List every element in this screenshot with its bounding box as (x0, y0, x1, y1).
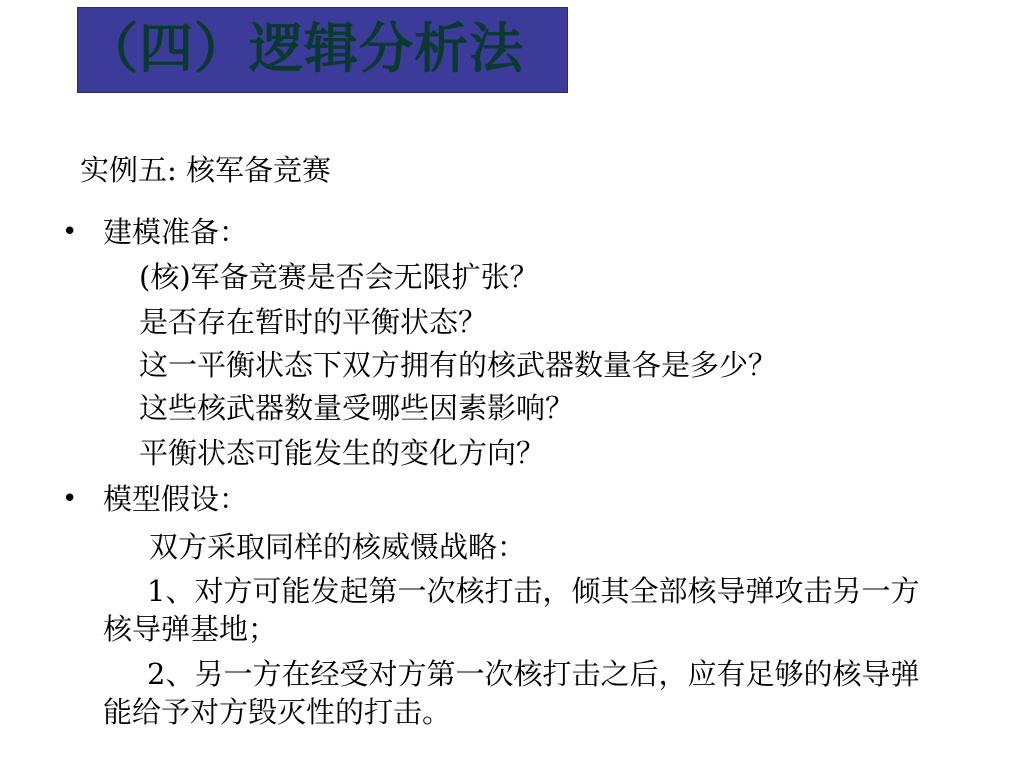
bullet-label: 建模准备： (103, 215, 249, 249)
slide-title: （四）逻辑分析法 (84, 17, 524, 80)
bullet-label: 模型假设： (103, 482, 249, 516)
title-banner (77, 7, 568, 93)
question-line: 这一平衡状态下双方拥有的核武器数量各是多少？ (139, 348, 778, 382)
example-heading: 实例五: 核军备竞赛 (80, 153, 331, 187)
assumption-paragraph: 2、另一方在经受对方第一次核打击之后，应有足够的核导弹能给予对方毁灭性的打击。 (103, 657, 920, 729)
question-line: 是否存在暂时的平衡状态？ (139, 305, 488, 339)
question-line: 平衡状态可能发生的变化方向？ (139, 436, 546, 470)
assumption-intro: 双方采取同样的核威慑战略： (149, 530, 527, 564)
question-line: 这些核武器数量受哪些因素影响？ (139, 391, 575, 425)
bullet-icon: • (62, 217, 78, 247)
question-line: (核)军备竞赛是否会无限扩张？ (139, 260, 539, 294)
assumption-paragraph: 1、对方可能发起第一次核打击，倾其全部核导弹攻击另一方核导弹基地； (103, 574, 920, 646)
bullet-icon: • (62, 484, 78, 514)
